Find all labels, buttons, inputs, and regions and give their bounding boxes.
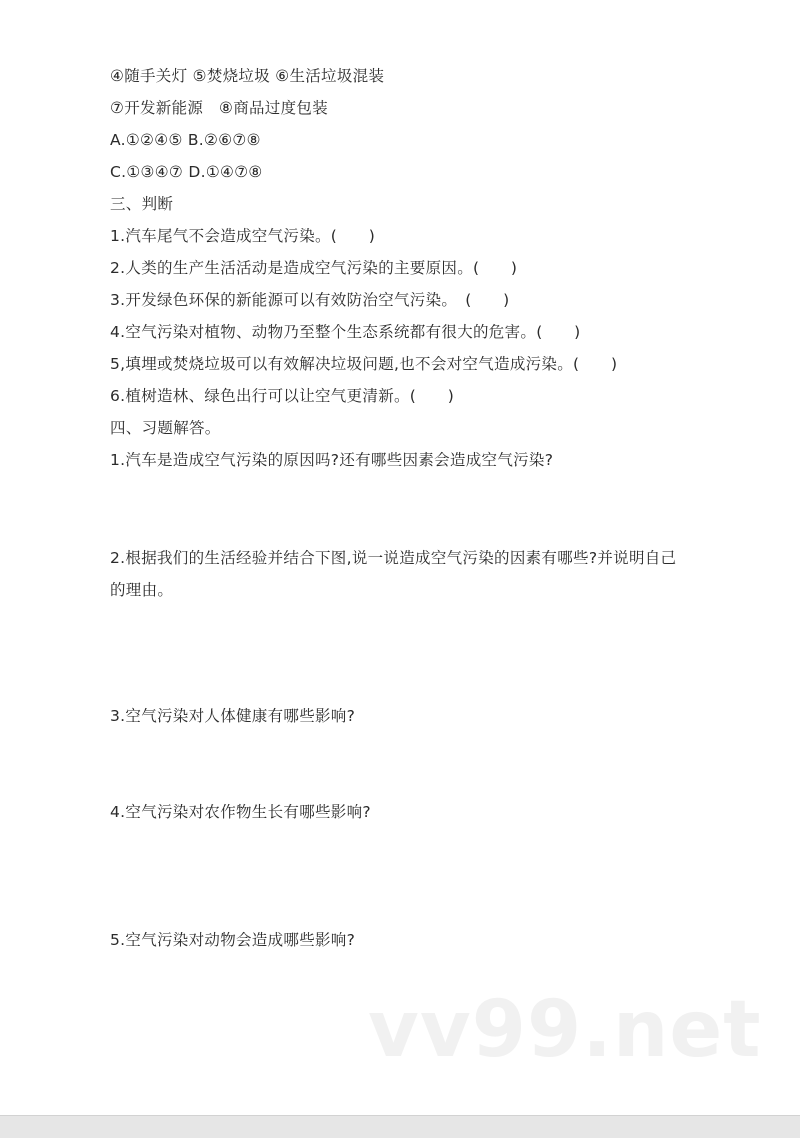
- question-4: 4.空气污染对农作物生长有哪些影响?: [110, 803, 371, 821]
- judgment-item-3: 3.开发绿色环保的新能源可以有效防治空气污染。 ( ): [110, 291, 510, 309]
- judgment-item-4: 4.空气污染对植物、动物乃至整个生态系统都有很大的危害。( ): [110, 323, 581, 341]
- watermark: vv99.net: [368, 985, 762, 1075]
- choice-c-d: C.①③④⑦ D.①④⑦⑧: [110, 163, 263, 181]
- judgment-item-5: 5,填埋或焚烧垃圾可以有效解决垃圾问题,也不会对空气造成污染。( ): [110, 355, 618, 373]
- judgment-item-2: 2.人类的生产生活活动是造成空气污染的主要原因。( ): [110, 259, 518, 277]
- choice-a-b: A.①②④⑤ B.②⑥⑦⑧: [110, 131, 261, 149]
- question-1: 1.汽车是造成空气污染的原因吗?还有哪些因素会造成空气污染?: [110, 451, 554, 469]
- section-4-heading: 四、习题解答。: [110, 419, 221, 437]
- section-3-heading: 三、判断: [110, 195, 174, 213]
- viewer-bottom-bar: [0, 1115, 800, 1138]
- judgment-item-1: 1.汽车尾气不会造成空气污染。( ): [110, 227, 376, 245]
- question-5: 5.空气污染对动物会造成哪些影响?: [110, 931, 356, 949]
- options-line-1: ④随手关灯 ⑤焚烧垃圾 ⑥生活垃圾混装: [110, 67, 385, 85]
- question-3: 3.空气污染对人体健康有哪些影响?: [110, 707, 356, 725]
- options-line-2: ⑦开发新能源 ⑧商品过度包装: [110, 99, 328, 117]
- question-2: 2.根据我们的生活经验并结合下图,说一说造成空气污染的因素有哪些?并说明自己的理由。: [110, 549, 677, 599]
- judgment-item-6: 6.植树造林、绿色出行可以让空气更清新。( ): [110, 387, 455, 405]
